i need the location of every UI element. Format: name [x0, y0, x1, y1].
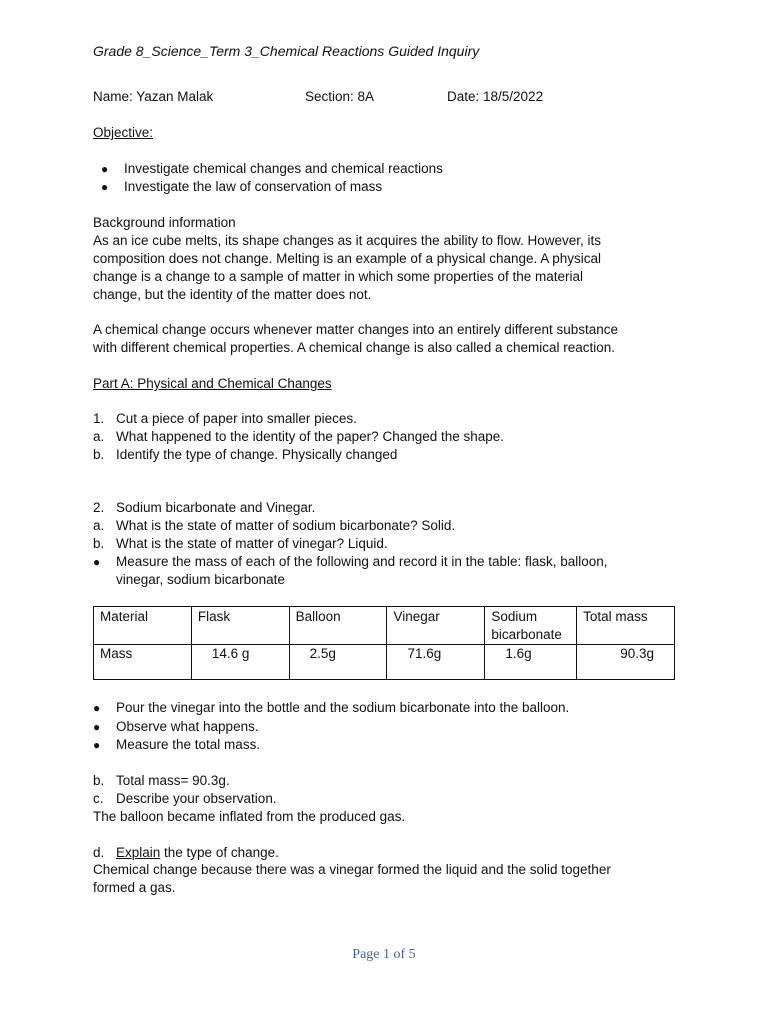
background-line: composition does not change. Melting is an example of a physical change. A physical	[93, 251, 602, 266]
table-cell: 2.5g	[289, 645, 387, 680]
table-header-cell: Total mass	[577, 607, 675, 645]
explain-keyword: Explain	[116, 845, 161, 860]
student-name: Name: Yazan Malak	[93, 89, 214, 104]
student-section: Section: 8A	[305, 89, 375, 104]
table-header-cell: Vinegar	[387, 607, 485, 645]
table-header-cell: Sodium bicarbonate	[485, 607, 577, 645]
bullet-icon: ●	[93, 555, 101, 569]
objective-heading: Objective:	[93, 125, 154, 140]
background-heading: Background information	[93, 215, 236, 230]
bullet-icon: ●	[101, 180, 109, 194]
table-row	[94, 645, 675, 680]
change-answer-line: Chemical change because there was a vinegar formed the liquid and the solid together	[93, 862, 611, 877]
student-info	[93, 88, 678, 106]
change-answer-line: formed a gas.	[93, 880, 176, 895]
observation-answer: The balloon became inflated from the produced gas.	[93, 809, 406, 824]
background-line: change, but the identity of the matter does not.	[93, 287, 372, 302]
bullet-icon: ●	[93, 738, 101, 752]
background-line: with different chemical properties. A chemical change is also called a chemical reaction.	[93, 340, 616, 355]
bullet-icon: ●	[101, 162, 109, 176]
mass-table	[93, 606, 675, 680]
table-header-cell: Material	[94, 607, 192, 645]
page-number: Page 1 of 5	[352, 947, 416, 962]
table-cell: 1.6g	[485, 645, 577, 680]
table-cell: 14.6 g	[191, 645, 289, 680]
bullet-icon: ●	[93, 720, 101, 734]
document-title: Grade 8_Science_Term 3_Chemical Reactions Guided Inquiry	[93, 43, 480, 59]
measure-instruction-cont: vinegar, sodium bicarbonate	[116, 572, 285, 587]
table-header-cell: Balloon	[289, 607, 387, 645]
table-cell: 71.6g	[387, 645, 485, 680]
background-line: As an ice cube melts, its shape changes as it acquires the ability to flow. However, its	[93, 233, 602, 248]
document-date: Date: 18/5/2022	[447, 89, 544, 104]
table-cell: 90.3g	[577, 645, 675, 680]
background-line: A chemical change occurs whenever matter changes into an entirely different substance	[93, 322, 619, 337]
table-row-label: Mass	[94, 645, 192, 680]
bullet-icon: ●	[93, 701, 101, 715]
background-line: change is a change to a sample of matter in which some properties of the material	[93, 269, 584, 284]
part-a-heading: Part A: Physical and Chemical Changes	[93, 376, 332, 391]
table-header-row	[94, 607, 675, 645]
table-header-cell: Flask	[191, 607, 289, 645]
